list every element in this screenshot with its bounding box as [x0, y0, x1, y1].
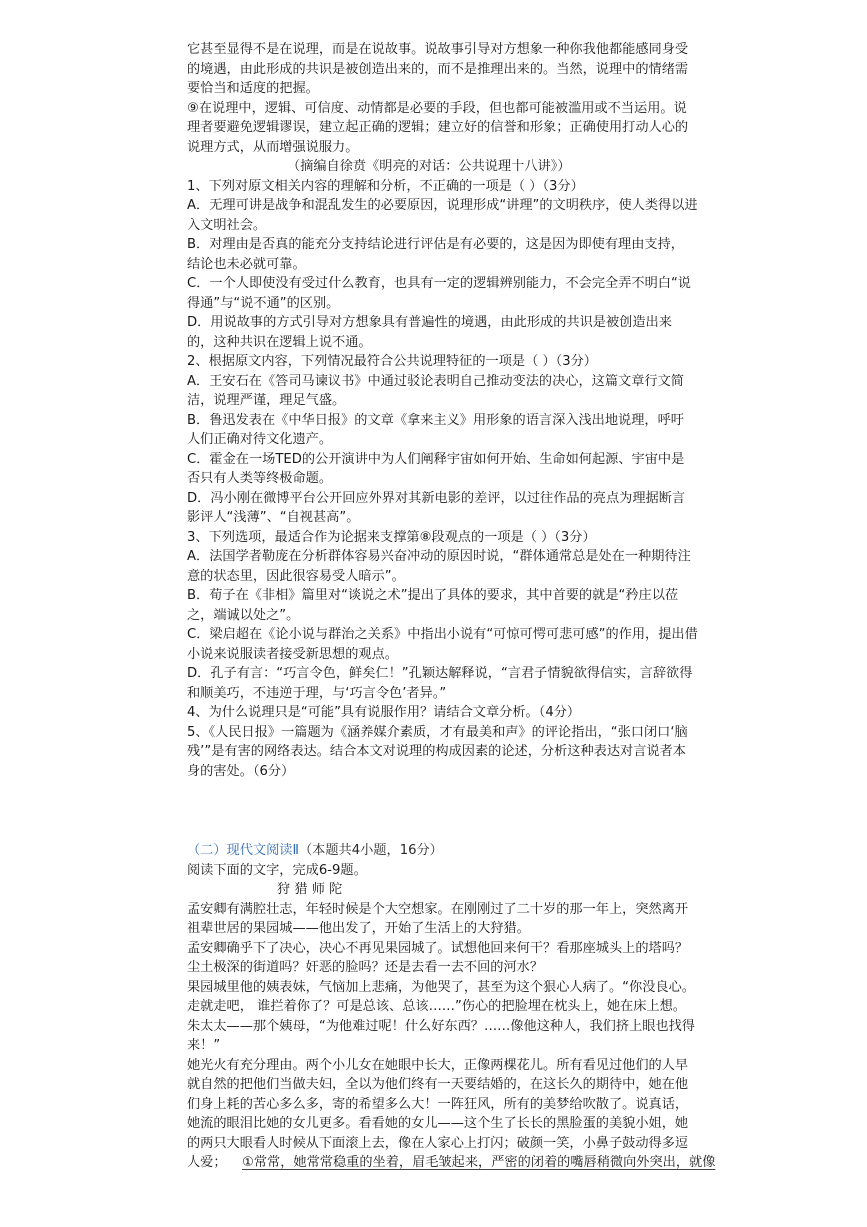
question-line: A．无理可讲是战争和混乱发生的必要原因，说理形成“讲理”的文明秩序，使人类得以进 — [187, 198, 698, 213]
story-line: 果园城里他的姨表妹，气恼加上悲痛，为他哭了，甚至为这个狠心人病了。“你没良心。 — [187, 979, 695, 995]
question-line: 1、下列对原文相关内容的理解和分析，不正确的一项是（ ）（3分） — [187, 178, 584, 194]
text-line: 的境遇，由此形成的共识是被创造出来的，而不是推理出来的。当然，说理中的情绪需 — [187, 61, 689, 77]
question-line: C．一个人即使没有受过什么教育，也具有一定的逻辑辨别能力，不会完全弄不明白“说 — [187, 276, 691, 291]
question-line: B．鲁迅发表在《中华日报》的文章《拿来主义》用形象的语言深入浅出地说理，呼吁 — [187, 412, 684, 428]
text-line: 它甚至显得不是在说理，而是在说故事。说故事引导对方想象一种你我他都能感同身受 — [187, 42, 689, 57]
question-line: 3、下列选项，最适合作为论据来支撑第⑧段观点的一项是（ ）（3分） — [187, 529, 596, 545]
text-line: 要恰当和适度的把握。 — [187, 81, 319, 96]
story-line: 们身上耗的苦心多么多，寄的希望多么大！一阵狂风，所有的美梦给吹散了。说真话， — [187, 1096, 689, 1112]
question-line: D．孔子有言：“巧言令色，鲜矣仁！”孔颖达解释说，“言君子情貌欲得信实，言辞欲得 — [187, 666, 693, 681]
section-label: （二）现代文阅读Ⅱ — [187, 843, 299, 858]
question-line: 2、根据原文内容，下列情况最符合公共说理特征的一项是（ ）（3分） — [187, 354, 597, 369]
question-line: 和顺美巧，不违逆于理，与‘巧言令色’者异。” — [187, 685, 447, 701]
text-line: 说理方式，从而增强说服力。 — [187, 139, 359, 155]
question-line: 洁，说理严谨，理足气盛。 — [187, 393, 346, 408]
story-line: 来！” — [187, 1038, 221, 1053]
question-line: 否只有人类等终极命题。 — [187, 471, 333, 486]
question-line: 影评人“浅薄”、“自视甚高”。 — [187, 510, 360, 525]
story-line: 她流的眼泪比她的女儿更多。看看她的女儿——这个生了长长的黑脸蛋的美貌小姐，她 — [187, 1116, 689, 1131]
story-line: 人爱； — [187, 1155, 227, 1170]
question-line: 人们正确对待文化遗产。 — [187, 432, 333, 447]
story-line: 尘土极深的街道吗？奸恶的脸吗？还是去看一去不回的河水？ — [187, 960, 544, 975]
reading-instruction: 阅读下面的文字，完成6-9题。 — [187, 862, 367, 878]
question-line: 之，端诚以处之”。 — [187, 607, 300, 623]
question-line: C．梁启超在《论小说与群治之关系》中指出小说有“可惊可愕可悲可感”的作用，提出借 — [187, 627, 698, 642]
question-line: 身的害处。（6分） — [187, 763, 295, 779]
text-line: 理者要避免逻辑谬误，建立起正确的逻辑；建立好的信誉和形象；正确使用打动人心的 — [187, 120, 689, 135]
question-line: 小说来说服读者接受新思想的观点。 — [187, 646, 398, 662]
question-line: 入文明社会。 — [187, 217, 267, 233]
story-line: 走就走吧， 谁拦着你了？可是总该、总该……”伤心的把脸埋在枕头上，她在床上想。 — [187, 999, 686, 1014]
question-line: D．冯小刚在微博平台公开回应外界对其新电影的差评，以过往作品的亮点为理据断言 — [187, 490, 686, 506]
question-line: 残’”是有害的网络表达。结合本文对说理的构成因素的论述，分析这种表达对言说者本 — [187, 744, 686, 759]
story-line: 孟安卿确乎下了决心，决心不再见果园城了。试想他回来何干？看那座城头上的塔吗？ — [187, 940, 689, 956]
story-text — [187, 900, 716, 1173]
section-desc: （本题共4小题，16分） — [299, 843, 443, 858]
question-line: 得通”与“说不通”的区别。 — [187, 295, 340, 311]
question-line: 的，这种共识在逻辑上说不通。 — [187, 334, 372, 350]
story-line: 的两只大眼看人时候从下面滚上去，像在人家心上打闪；破颜一笑，小鼻子鼓动得多逗 — [187, 1135, 689, 1151]
story-line: 她光火有充分理由。两个小儿女在她眼中长大，正像两棵花儿。所有看见过他们的人早 — [187, 1057, 689, 1073]
story-line: 朱太太——那个姨母，“为他难过呢！什么好东西？……像他这种人，我们挤上眼也找得 — [187, 1018, 695, 1034]
question-line: 结论也未必就可靠。 — [187, 256, 306, 272]
question-line: A．法国学者勒庞在分析群体容易兴奋冲动的原因时说，“群体通常总是处在一种期待注 — [187, 549, 691, 564]
question-line: D．用说故事的方式引导对方想象具有普遍性的境遇，由此形成的共识是被创造出来 — [187, 315, 672, 330]
text-line: ⑨在说理中，逻辑、可信度、动情都是必要的手段，但也都可能被滥用或不当运用。说 — [187, 100, 687, 116]
question-line: A．王安石在《答司马谏议书》中通过驳论表明自己推动变法的决心，这篇文章行文简 — [187, 373, 684, 389]
story-line: 祖辈世居的果园城——他出发了，开始了生活上的大狩猎。 — [187, 921, 530, 936]
story-line: 就自然的把他们当做夫妇，全以为他们终有一天要结婚的，在这长久的期待中，她在他 — [187, 1077, 689, 1092]
essay-ending — [187, 40, 687, 157]
document-page — [187, 40, 716, 1173]
source-citation: （摘编自徐贲《明亮的对话：公共说理十八讲》） — [287, 159, 571, 174]
questions-1-5 — [187, 177, 698, 782]
section-gap — [187, 781, 687, 841]
underlined-sentence-row — [187, 1153, 716, 1173]
question-line: B．荀子在《非相》篇里对“谈说之术”提出了具体的要求，其中首要的就是“矜庄以莅 — [187, 588, 679, 603]
story-line: 孟安卿有满腔壮志，年轻时候是个大空想家。在刚刚过了二十岁的那一年上，突然离开 — [187, 901, 689, 917]
section-heading — [187, 841, 687, 861]
question-line: 4、为什么说理只是“可能”具有说服作用？请结合文章分析。（4分） — [187, 705, 581, 720]
question-line: 意的状态里，因此很容易受人暗示”。 — [187, 568, 405, 584]
question-line: 5、《人民日报》一篇题为《涵养媒介素质，才有最美和声》的评论指出，“张口闭口‘脑 — [187, 724, 688, 740]
story-title: 狩 猎 师 陀 — [277, 882, 343, 897]
question-line: C．霍金在一场TED的公开演讲中为人们阐释宇宙如何开始、生命如何起源、宇宙中是 — [187, 451, 685, 467]
underlined-sentence: ①常常，她常常稳重的坐着，眉毛皱起来，严密的闭着的嘴唇稍微向外突出，就像 — [242, 1155, 716, 1170]
question-line: B．对理由是否真的能充分支持结论进行评估是有必要的，这是因为即使有理由支持， — [187, 237, 684, 252]
